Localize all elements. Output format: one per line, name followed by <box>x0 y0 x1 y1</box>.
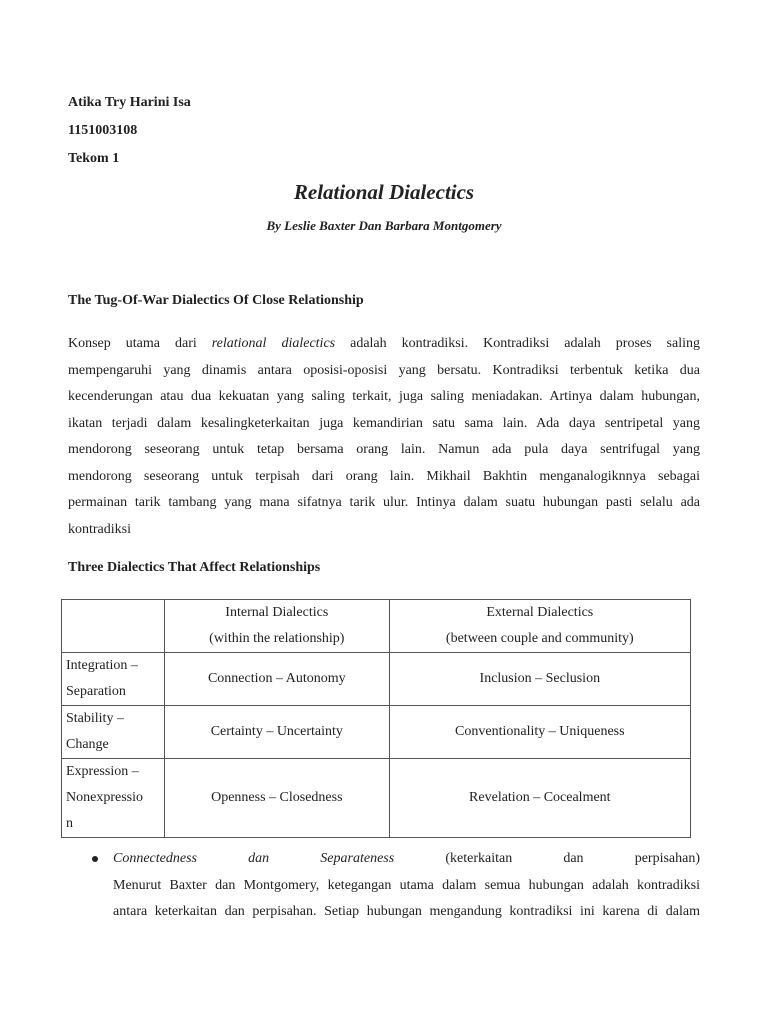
column-header-internal <box>165 600 390 653</box>
column-header-line: (between couple and community) <box>445 631 634 646</box>
bullet-line: Menurut Baxter dan Montgomery, ketegangan utama dalam semua hubungan adalah kontradiksi <box>113 877 700 893</box>
row-label <box>62 759 165 838</box>
row-label-line: Separation <box>66 684 126 699</box>
bullet-gloss: (keterkaitan dan perpisahan) <box>445 851 701 866</box>
row-label-line: Change <box>66 737 109 752</box>
row-label-line: Nonexpressio <box>66 790 143 805</box>
author-class: Tekom 1 <box>68 151 120 166</box>
document-byline: By Leslie Baxter Dan Barbara Montgomery <box>266 218 502 233</box>
paragraph-line: kecenderungan atau dua kekuatan yang saling terkait, juga saling meniadakan. Artinya dalam hubungan, <box>68 389 700 404</box>
row-label-line: n <box>66 816 73 831</box>
row-label <box>62 653 165 706</box>
column-header-line: (within the relationship) <box>209 631 345 646</box>
column-header-line: External Dialectics <box>486 605 594 620</box>
bullet-term: Connectedness <box>113 851 197 866</box>
paragraph-line: mendorong seseorang untuk terpisah dari orang lain. Mikhail Bakhtin menganalogiknnya sebagai <box>68 468 700 484</box>
section-heading: The Tug-Of-War Dialectics Of Close Relationship <box>68 293 364 308</box>
paragraph-line: mendorong seseorang untuk tetap bersama orang lain. Namun ada pula daya sentrifugal yang <box>68 442 700 457</box>
paragraph-text: adalah kontradiksi. Kontradiksi adalah proses saling <box>335 336 700 351</box>
row-label-line: Expression – <box>66 764 139 779</box>
author-name: Atika Try Harini Isa <box>68 95 191 110</box>
bullet-item <box>92 846 700 926</box>
dialectics-table <box>61 599 691 838</box>
bullet-term: Separateness <box>320 851 395 866</box>
table-header-row <box>62 600 691 653</box>
column-header-external <box>389 600 690 653</box>
row-label <box>62 706 165 759</box>
paragraph-line: ikatan terjadi dalam kesalingketerkaitan juga kemandirian satu sama lain. Ada daya sentripetal yang <box>68 415 700 431</box>
internal-cell: Certainty – Uncertainty <box>165 706 390 759</box>
body-paragraph <box>68 331 700 543</box>
internal-cell: Connection – Autonomy <box>165 653 390 706</box>
external-cell: Inclusion – Seclusion <box>389 653 690 706</box>
table-row <box>62 759 691 838</box>
internal-cell: Openness – Closedness <box>165 759 390 838</box>
bullet-conjunction: dan <box>248 851 270 866</box>
paragraph-emphasis: relational dialectics <box>211 336 336 351</box>
paragraph-line: kontradiksi <box>68 521 131 537</box>
external-cell: Revelation – Cocealment <box>389 759 690 838</box>
row-label-line: Integration – <box>66 658 138 673</box>
table-corner-cell <box>62 600 165 653</box>
paragraph-line: mempengaruhi yang dinamis antara oposisi-oposisi yang bersatu. Kontradiksi terbentuk ketika dua <box>68 362 700 378</box>
author-id: 1151003108 <box>68 123 138 138</box>
bullet-body <box>113 846 700 926</box>
table-row <box>62 706 691 759</box>
paragraph-line <box>68 331 700 358</box>
table-heading: Three Dialectics That Affect Relationships <box>68 560 321 575</box>
external-cell: Conventionality – Uniqueness <box>389 706 690 759</box>
row-label-line: Stability – <box>66 711 124 726</box>
column-header-line: Internal Dialectics <box>225 605 329 620</box>
paragraph-line: permainan tarik tambang yang mana sifatnya tarik ulur. Intinya dalam suatu hubungan pasti selalu ada <box>68 495 700 510</box>
bullet-title-line <box>113 846 700 873</box>
document-title: Relational Dialectics <box>293 180 475 204</box>
bullet-line: antara keterkaitan dan perpisahan. Setiap hubungan mengandung kontradiksi ini karena di dalam <box>113 904 700 919</box>
table-row <box>62 653 691 706</box>
bullet-icon <box>92 856 98 862</box>
paragraph-text: Konsep utama dari <box>68 336 212 351</box>
